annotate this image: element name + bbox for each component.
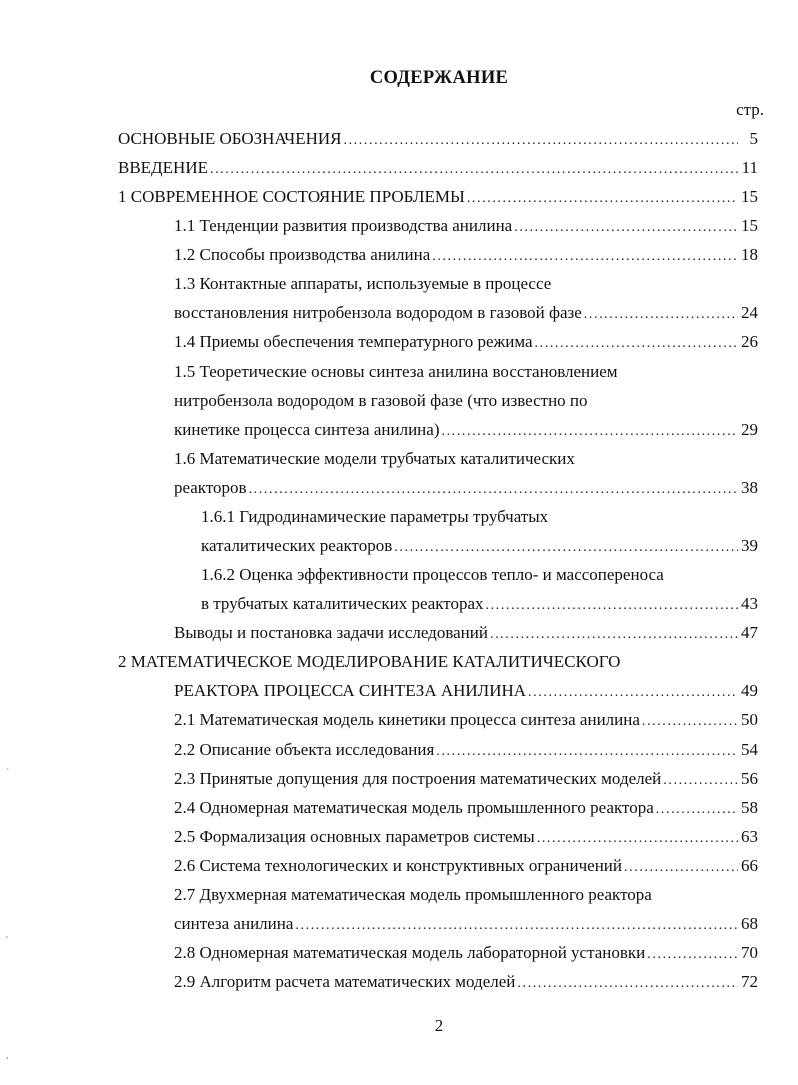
toc-entry-page: 49	[741, 681, 758, 700]
toc-entry-page: 70	[741, 943, 758, 962]
toc-entry	[174, 855, 758, 879]
toc-entry-text: реакторов	[174, 478, 247, 497]
dot-leader	[490, 624, 738, 646]
toc-entry-page: 68	[741, 914, 758, 933]
toc-entry-page: 5	[749, 129, 758, 148]
page-number: 2	[434, 1016, 444, 1035]
dot-leader	[656, 799, 738, 821]
toc-entry-text: 1 СОВРЕМЕННОЕ СОСТОЯНИЕ ПРОБЛЕМЫ	[118, 187, 465, 206]
dot-leader	[663, 770, 738, 792]
toc-entry-text: 1.6.2 Оценка эффективности процессов тепло- и массопереноса	[201, 565, 664, 584]
dot-leader	[624, 857, 738, 879]
dot-leader	[642, 711, 738, 733]
page-title: СОДЕРЖАНИЕ	[369, 68, 509, 88]
toc-entry-text: синтеза анилина	[174, 914, 294, 933]
toc-entry-text: ОСНОВНЫЕ ОБОЗНАЧЕНИЯ	[118, 129, 342, 148]
dot-leader	[537, 828, 738, 850]
toc-entry-page: 18	[741, 245, 758, 264]
dot-leader	[486, 595, 738, 617]
dot-leader	[647, 944, 738, 966]
dot-leader	[394, 537, 738, 559]
toc-entry	[174, 215, 758, 239]
toc-entry	[174, 768, 758, 792]
toc-entry	[174, 709, 758, 733]
toc-entry-text: 2.7 Двухмерная математическая модель промышленного реактора	[174, 885, 652, 904]
toc-entry-page: 63	[741, 827, 758, 846]
toc-entry	[174, 331, 758, 355]
toc-entry-text: РЕАКТОРА ПРОЦЕССА СИНТЕЗА АНИЛИНА	[174, 681, 527, 700]
dot-leader	[467, 188, 738, 210]
toc-entry	[174, 826, 758, 850]
toc-entry-text: 2.1 Математическая модель кинетики процесса синтеза анилина	[174, 710, 640, 729]
scan-mark: '	[6, 935, 8, 946]
toc-entry-page: 66	[741, 856, 758, 875]
toc-entry-text: 1.5 Теоретические основы синтеза анилина восстановлением	[174, 362, 618, 381]
toc-entry-text: нитробензола водородом в газовой фазе (что известно по	[174, 391, 588, 410]
toc-entry-page: 29	[741, 420, 758, 439]
dot-leader	[210, 159, 738, 181]
toc-entry	[201, 593, 758, 617]
scan-mark: `	[6, 768, 10, 779]
toc-entry-page: 11	[741, 158, 758, 177]
toc-entry-page: 24	[741, 303, 758, 322]
toc-entry-text: 1.6.1 Гидродинамические параметры трубчатых	[201, 507, 549, 526]
toc-entry-page: 15	[741, 216, 758, 235]
toc-entry-page: 72	[741, 972, 758, 991]
toc-entry-text: 2.3 Принятые допущения для построения математических моделей	[174, 769, 662, 788]
toc-entry-page: 47	[741, 623, 758, 642]
dot-leader	[343, 130, 738, 152]
toc-entry	[174, 739, 758, 763]
toc-entry	[174, 477, 758, 501]
toc-entry	[174, 244, 758, 268]
toc-entry-text: восстановления нитробензола водородом в газовой фазе	[174, 303, 582, 322]
toc-entry-page: 58	[741, 798, 758, 817]
toc-entry-text: 2.6 Система технологических и конструктивных ограничений	[174, 856, 623, 875]
toc-entry-page: 43	[741, 594, 758, 613]
toc-entry-text: 1.2 Способы производства анилина	[174, 245, 431, 264]
toc-entry-page: 50	[741, 710, 758, 729]
toc-entry-page: 26	[741, 332, 758, 351]
dot-leader	[535, 333, 738, 355]
dot-leader	[584, 304, 738, 326]
dot-leader	[528, 682, 738, 704]
toc-entry-page: 54	[741, 740, 758, 759]
toc-entry-text: 2.9 Алгоритм расчета математических моделей	[174, 972, 516, 991]
toc-entry-text: 2.8 Одномерная математическая модель лабораторной установки	[174, 943, 646, 962]
toc-entry-text: кинетике процесса синтеза анилина)	[174, 420, 440, 439]
toc-entry	[174, 302, 758, 326]
toc-entry-text: 1.1 Тенденции развития производства анилина	[174, 216, 513, 235]
toc-entry-text: ВВЕДЕНИЕ	[118, 158, 208, 177]
toc-entry-page: 39	[741, 536, 758, 555]
toc-entry-text: 1.3 Контактные аппараты, используемые в процессе	[174, 274, 552, 293]
toc-entry-text: 1.6 Математические модели трубчатых каталитических	[174, 449, 575, 468]
dot-leader	[432, 246, 738, 268]
toc-entry-text: 2.5 Формализация основных параметров системы	[174, 827, 535, 846]
toc-entry-page: 15	[741, 187, 758, 206]
toc-entry	[174, 797, 758, 821]
dot-leader	[514, 217, 738, 239]
toc-entry-text: в трубчатых каталитических реакторах	[201, 594, 484, 613]
toc-entry	[174, 913, 758, 937]
toc-entry-page: 56	[741, 769, 758, 788]
toc-entry-text: 2.4 Одномерная математическая модель промышленного реактора	[174, 798, 654, 817]
toc-entry	[201, 535, 758, 559]
toc-entry	[118, 128, 758, 152]
dot-leader	[436, 741, 738, 763]
dot-leader	[295, 915, 738, 937]
toc-entry	[174, 680, 758, 704]
scan-mark: ,	[6, 1050, 9, 1061]
dot-leader	[249, 479, 738, 501]
toc-entry	[174, 419, 758, 443]
dot-leader	[517, 973, 738, 995]
dot-leader	[441, 421, 738, 443]
toc-entry	[118, 157, 758, 181]
toc-entry	[118, 186, 758, 210]
toc-entry-text: каталитических реакторов	[201, 536, 393, 555]
toc-entry	[174, 622, 758, 646]
toc-entry-text: Выводы и постановка задачи исследований	[174, 623, 488, 642]
page-column-label: стр.	[736, 100, 764, 119]
toc-entry-text: 1.4 Приемы обеспечения температурного режима	[174, 332, 533, 351]
toc-entry-text: 2.2 Описание объекта исследования	[174, 740, 435, 759]
toc-entry	[174, 971, 758, 995]
toc-entry-text: 2 МАТЕМАТИЧЕСКОЕ МОДЕЛИРОВАНИЕ КАТАЛИТИЧЕСКОГО	[118, 652, 621, 671]
toc-entry-page: 38	[741, 478, 758, 497]
toc-entry	[174, 942, 758, 966]
